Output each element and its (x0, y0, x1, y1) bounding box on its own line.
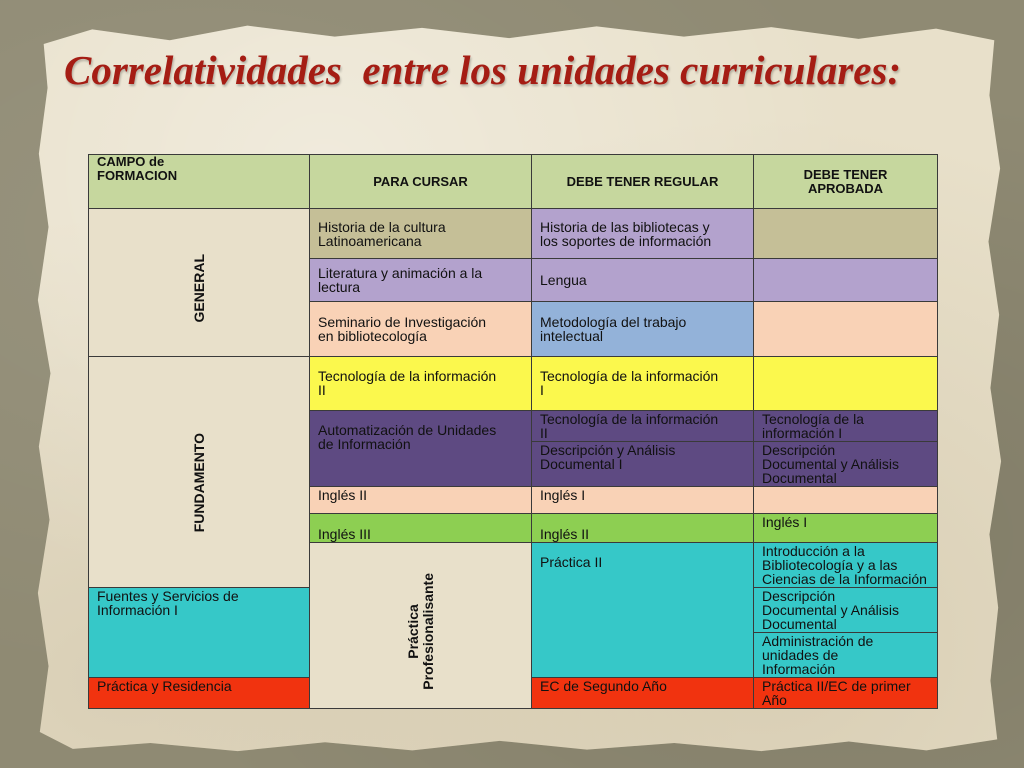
debe-aprobada-cell: Práctica II/EC de primer Año (754, 678, 938, 709)
debe-aprobada-cell: Inglés I (754, 514, 938, 543)
group-general (89, 209, 310, 357)
debe-aprobada-cell: Descripción Documental y Análisis Documental (754, 588, 938, 633)
debe-regular-cell: Introducción a la Bibliotecología y a las Ciencias de la Información (754, 543, 938, 588)
header-debe-aprobada: DEBE TENER APROBADA (754, 155, 938, 209)
group-fundamento (89, 357, 310, 588)
debe-regular-cell: Tecnología de la información II (532, 411, 754, 442)
table-header-row (89, 155, 938, 209)
header-debe-regular: DEBE TENER REGULAR (532, 155, 754, 209)
debe-regular-cell: Inglés II (532, 514, 754, 543)
group-label-general: GENERAL (190, 254, 207, 323)
header-campo: CAMPO de FORMACION (89, 155, 310, 209)
group-practica (310, 543, 532, 709)
debe-regular-cell: Tecnología de la información I (532, 357, 754, 411)
group-label-practica: Práctica Profesionalisante (404, 573, 436, 690)
para-cursar-cell: Inglés III (310, 514, 532, 543)
debe-regular-cell: Metodología del trabajo intelectual (532, 302, 754, 357)
header-para-cursar: PARA CURSAR (310, 155, 532, 209)
table-row (89, 357, 938, 411)
debe-aprobada-cell: Administración de unidades de Información (754, 633, 938, 678)
debe-aprobada-cell: Tecnología de la información I (754, 411, 938, 442)
debe-regular-cell: Lengua (532, 259, 754, 302)
para-cursar-cell: Práctica y Residencia (89, 678, 310, 709)
slide-title: Correlatividades entre los unidades curriculares: (64, 47, 902, 93)
debe-regular-cell: Historia de las bibliotecas y los soportes de información (532, 209, 754, 259)
debe-aprobada-cell (754, 487, 938, 514)
table-row (89, 209, 938, 259)
debe-aprobada-cell (754, 302, 938, 357)
para-cursar-cell: Historia de la cultura Latinoamericana (310, 209, 532, 259)
para-cursar-cell: Tecnología de la información II (310, 357, 532, 411)
debe-regular-cell: Fuentes y Servicios de Información I (89, 588, 310, 678)
debe-aprobada-cell (754, 259, 938, 302)
para-cursar-cell: Inglés II (310, 487, 532, 514)
group-label-fundamento: FUNDAMENTO (190, 433, 207, 533)
debe-regular-cell: Descripción y Análisis Documental I (532, 442, 754, 487)
debe-regular-cell: Inglés I (532, 487, 754, 514)
debe-aprobada-cell: Descripción Documental y Análisis Documental (754, 442, 938, 487)
para-cursar-cell: Seminario de Investigación en bibliotecología (310, 302, 532, 357)
debe-aprobada-cell (754, 209, 938, 259)
correlatividades-table (88, 154, 938, 709)
para-cursar-cell: Práctica II (532, 543, 754, 678)
debe-aprobada-cell (754, 357, 938, 411)
para-cursar-cell: Literatura y animación a la lectura (310, 259, 532, 302)
debe-regular-cell: EC de Segundo Año (532, 678, 754, 709)
para-cursar-cell: Automatización de Unidades de Información (310, 411, 532, 487)
